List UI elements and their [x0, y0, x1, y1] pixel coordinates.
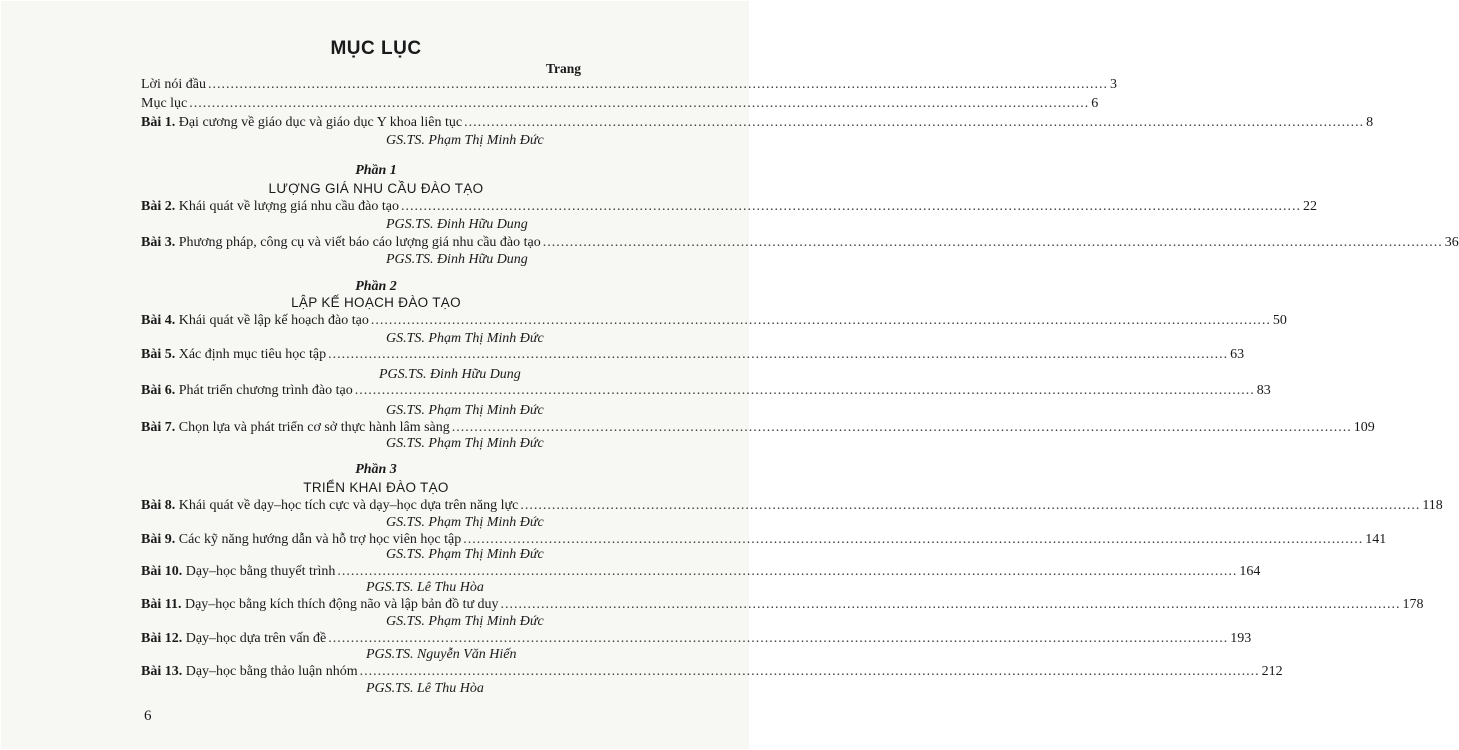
- leader-dots: ........................................................................................................................................................................................................: [328, 347, 1229, 362]
- lesson-number: Bài 11.: [141, 597, 182, 612]
- toc-entry-page: 8: [1366, 115, 1374, 130]
- leader-dots: ........................................................................................................................................................................................................: [207, 77, 1108, 92]
- toc-entry-lesson-5: [141, 346, 1245, 364]
- lesson-title: Xác định mục tiêu học tập: [178, 347, 327, 362]
- toc-entry-label: [141, 497, 518, 515]
- lesson-number: Bài 1.: [141, 115, 176, 130]
- toc-entry-label: [141, 382, 353, 400]
- lesson-title: Khái quát về lượng giá nhu cầu đào tạo: [178, 199, 399, 214]
- lesson-title: Khái quát về dạy–học tích cực và dạy–học dựa trên năng lực: [178, 498, 519, 513]
- leader-dots: ........................................................................................................................................................................................................: [337, 564, 1238, 579]
- lesson-author: GS.TS. Phạm Thị Minh Đức: [386, 614, 544, 629]
- toc-entry-page: 83: [1256, 383, 1271, 398]
- lesson-number: Bài 9.: [141, 532, 176, 547]
- lesson-number: Bài 2.: [141, 199, 176, 214]
- toc-entry-preface: [141, 76, 1117, 94]
- lesson-title: Dạy–học bằng thảo luận nhóm: [185, 664, 358, 679]
- part-title: TRIỂN KHAI ĐÀO TẠO: [303, 480, 449, 495]
- leader-dots: ........................................................................................................................................................................................................: [464, 115, 1365, 130]
- toc-entry-page: 50: [1272, 313, 1287, 328]
- toc-entry-lesson-3: [141, 234, 1459, 252]
- toc-entry-page: 178: [1402, 597, 1424, 612]
- toc-entry-label: Mục lục: [141, 96, 188, 111]
- toc-entry-label: [141, 312, 369, 330]
- lesson-title: Chọn lựa và phát triển cơ sở thực hành lâm sàng: [178, 420, 450, 435]
- lesson-author: PGS.TS. Nguyễn Văn Hiến: [366, 647, 517, 662]
- lesson-number: Bài 5.: [141, 347, 176, 362]
- leader-dots: ........................................................................................................................................................................................................: [520, 498, 1421, 513]
- toc-entry-page: 141: [1365, 532, 1387, 547]
- toc-entry-lesson-6: [141, 382, 1271, 400]
- toc-entry-lesson-8: [141, 497, 1443, 515]
- part-title: LẬP KẾ HOẠCH ĐÀO TẠO: [291, 295, 461, 310]
- lesson-title: Khái quát về lập kế hoạch đào tạo: [178, 313, 369, 328]
- toc-entry-page: 3: [1109, 77, 1117, 92]
- part-label: Phần 3: [355, 462, 397, 477]
- book-page: [1, 1, 1459, 749]
- toc-entry-lesson-4: [141, 312, 1287, 330]
- toc-entry-page: 193: [1230, 631, 1252, 646]
- lesson-title: Dạy–học dựa trên vấn đề: [185, 631, 327, 646]
- lesson-author: PGS.TS. Đinh Hữu Dung: [379, 367, 521, 382]
- toc-entry-page: 118: [1422, 498, 1443, 513]
- lesson-number: Bài 12.: [141, 631, 183, 646]
- lesson-title: Phương pháp, công cụ và viết báo cáo lượng giá nhu cầu đào tạo: [178, 235, 541, 250]
- lesson-author: GS.TS. Phạm Thị Minh Đức: [386, 403, 544, 418]
- toc-entry-page: 6: [1091, 96, 1099, 111]
- lesson-number: Bài 7.: [141, 420, 176, 435]
- lesson-author: GS.TS. Phạm Thị Minh Đức: [386, 515, 544, 530]
- lesson-number: Bài 8.: [141, 498, 176, 513]
- leader-dots: ........................................................................................................................................................................................................: [542, 235, 1443, 250]
- leader-dots: ........................................................................................................................................................................................................: [189, 96, 1090, 111]
- lesson-title: Các kỹ năng hướng dẫn và hỗ trợ học viên học tập: [178, 532, 462, 547]
- lesson-author: GS.TS. Phạm Thị Minh Đức: [386, 133, 544, 148]
- toc-entry-contents: [141, 95, 1099, 113]
- lesson-author: PGS.TS. Đinh Hữu Dung: [386, 217, 528, 232]
- toc-entry-page: 22: [1303, 199, 1317, 214]
- leader-dots: ........................................................................................................................................................................................................: [500, 597, 1401, 612]
- lesson-title: Đại cương về giáo dục và giáo dục Y khoa liên tục: [178, 115, 463, 130]
- lesson-title: Phát triển chương trình đào tạo: [178, 383, 353, 398]
- toc-entry-lesson-2: [141, 198, 1317, 216]
- toc-entry-page: 63: [1230, 347, 1245, 362]
- lesson-number: Bài 6.: [141, 383, 176, 398]
- leader-dots: ........................................................................................................................................................................................................: [463, 532, 1364, 547]
- leader-dots: ........................................................................................................................................................................................................: [451, 420, 1352, 435]
- toc-entry-label: [141, 596, 499, 614]
- lesson-number: Bài 3.: [141, 235, 176, 250]
- toc-entry-page: 36: [1444, 235, 1459, 250]
- lesson-author: PGS.TS. Đinh Hữu Dung: [386, 252, 528, 267]
- toc-entry-page: 212: [1261, 664, 1283, 679]
- leader-dots: ........................................................................................................................................................................................................: [328, 631, 1229, 646]
- toc-entry-lesson-11: [141, 596, 1424, 614]
- toc-entry-label: [141, 114, 462, 132]
- lesson-number: Bài 4.: [141, 313, 176, 328]
- toc-entry-label: [141, 630, 326, 648]
- lesson-author: GS.TS. Phạm Thị Minh Đức: [386, 436, 544, 451]
- toc-entry-lesson-1: [141, 114, 1374, 132]
- toc-entry-page: 109: [1353, 420, 1375, 435]
- toc-entry-page: 164: [1239, 564, 1261, 579]
- toc-entry-label: [141, 198, 399, 216]
- toc-entry-label: [141, 234, 541, 252]
- lesson-title: Dạy–học bằng thuyết trình: [185, 564, 336, 579]
- toc-entry-label: [141, 663, 358, 681]
- toc-entry-lesson-13: [141, 663, 1283, 681]
- part-label: Phần 2: [355, 279, 397, 294]
- lesson-author: GS.TS. Phạm Thị Minh Đức: [386, 331, 544, 346]
- lesson-author: PGS.TS. Lê Thu Hòa: [366, 580, 484, 595]
- page-title: MỤC LỤC: [330, 38, 422, 59]
- lesson-title: Dạy–học bằng kích thích động não và lập bản đồ tư duy: [184, 597, 499, 612]
- leader-dots: ........................................................................................................................................................................................................: [359, 664, 1260, 679]
- lesson-number: Bài 10.: [141, 564, 183, 579]
- lesson-author: PGS.TS. Lê Thu Hòa: [366, 681, 484, 696]
- part-label: Phần 1: [355, 163, 397, 178]
- toc-entry-label: Lời nói đầu: [141, 77, 206, 92]
- leader-dots: ........................................................................................................................................................................................................: [354, 383, 1255, 398]
- toc-entry-label: [141, 563, 335, 581]
- leader-dots: ........................................................................................................................................................................................................: [370, 313, 1271, 328]
- lesson-author: GS.TS. Phạm Thị Minh Đức: [386, 547, 544, 562]
- page-number: 6: [144, 708, 152, 724]
- page-column-header: Trang: [546, 61, 582, 76]
- lesson-number: Bài 13.: [141, 664, 183, 679]
- toc-entry-label: [141, 346, 326, 364]
- part-title: LƯỢNG GIÁ NHU CẦU ĐÀO TẠO: [268, 181, 484, 196]
- leader-dots: ........................................................................................................................................................................................................: [401, 199, 1301, 214]
